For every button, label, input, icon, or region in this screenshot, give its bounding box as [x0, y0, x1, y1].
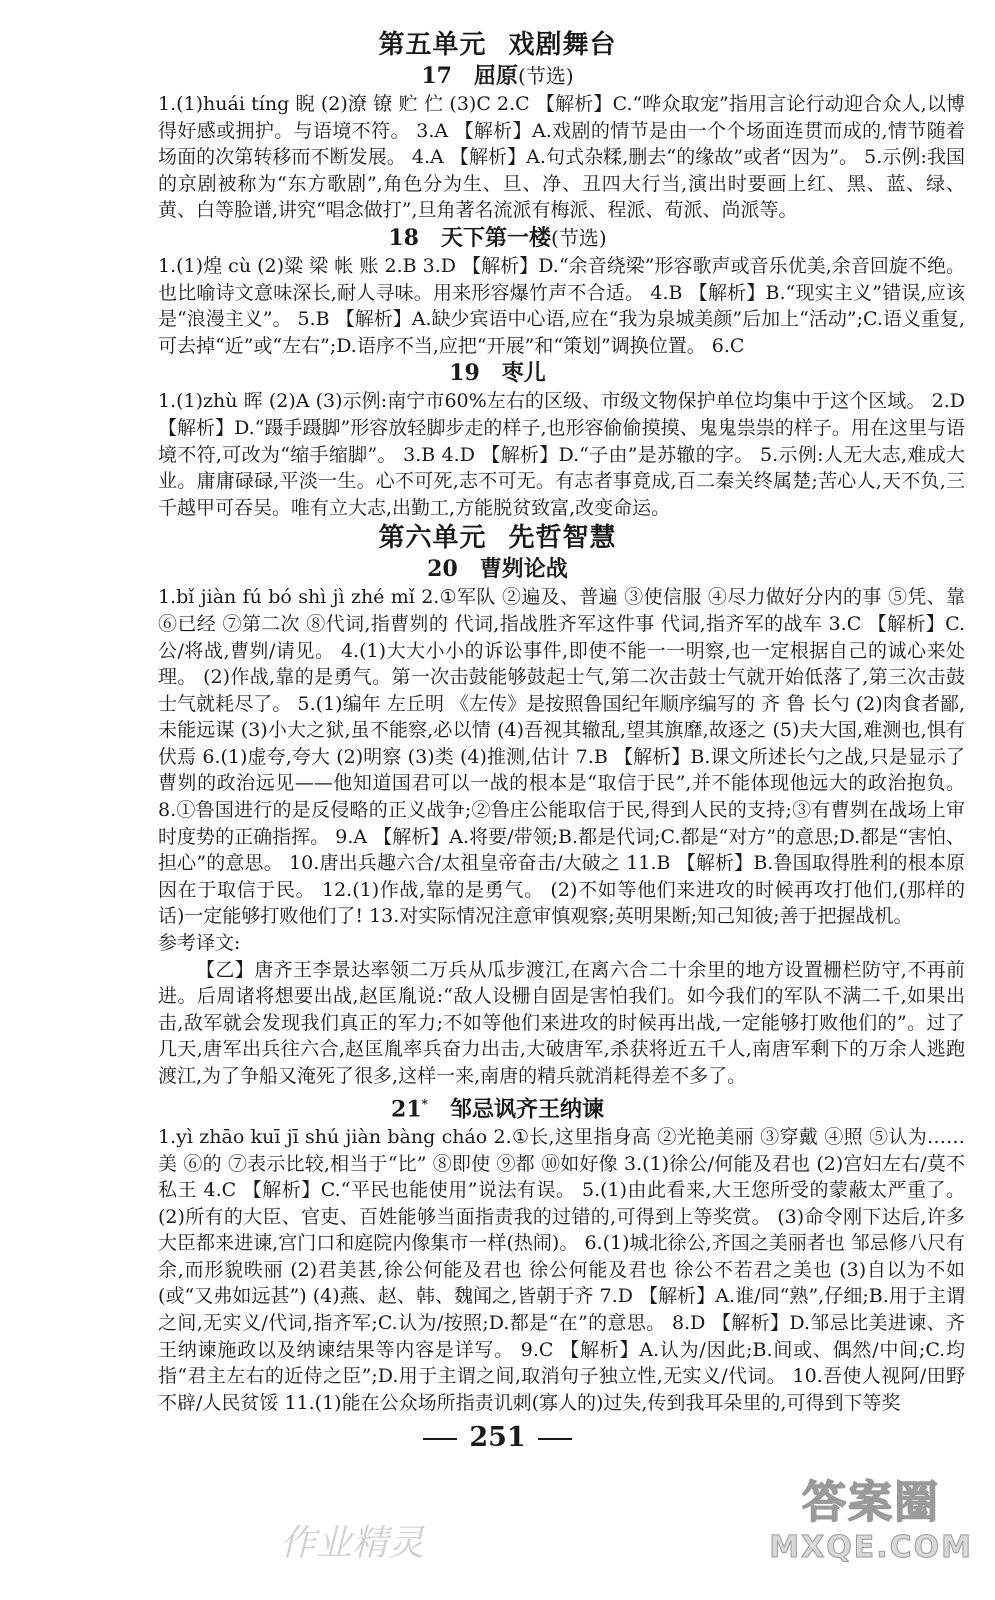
lesson-name: 邹忌讽齐王纳谏 — [449, 1095, 604, 1122]
watermark-logo-url: MXQE.COM — [769, 1530, 973, 1565]
watermark-left: 作业精灵 — [280, 1523, 425, 1564]
lesson-number: 19 — [449, 360, 480, 387]
lesson-number: 17 — [421, 63, 452, 89]
lesson-name: 枣儿 — [501, 360, 546, 387]
lesson-excerpt-note: (节选) — [518, 64, 574, 88]
lesson-19-title — [0, 359, 995, 388]
lesson-18-title — [0, 224, 995, 253]
unit5-title-number: 第五单元 — [378, 30, 487, 60]
reference-translation-label: 参考译文: — [158, 932, 241, 955]
reference-translation-text: 【乙】唐齐王李景达率领二万兵从瓜步渡江,在离六合二十余里的地方设置栅栏防守,不再前进。后周诸将想要出战,赵匡胤说:“敌人设栅自固是害怕我们。如今我们的军队不满二千,如果出击,敌军就会发现我们真正的军力;不如等他们来进攻的时候再出战,一定能够打败他们的”。过了几天,唐军出兵往六合,赵匡胤率兵奋力出击,大破唐军,杀获将近五千人,南唐军剩下的万余人逃跑渡江,为了争船又淹死了很多,这样一来,南唐的精兵就消耗得差不多了。 — [158, 958, 965, 1087]
lesson-name: 屈原 — [474, 63, 519, 89]
lesson-number: 20 — [427, 556, 458, 583]
lesson-21-answers: 1.yì zhāo kuī jī shú jiàn bàng cháo 2.①长,这里指身高 ②光艳美丽 ③穿戴 ④照 ⑤认为……美 ⑥的 ⑦表示比较,相当于“比” ⑧即使 ⑨都 ⑩如好像 3.(1)徐公/何能及君也 (2)宫妇左右/莫不私王 4.C 【解析】C.“平民也能使用”说法有误。 5.(1)由此看来,大王您所受的蒙蔽太严重了。 (2)所有的大臣、官吏、百姓能够当面指责我的过错的,可得到上等奖赏。 (3)命令刚下达后,许多大臣都来进谏,宫门口和庭院内像集市一样(热闹)。 6.(1)城北徐公,齐国之美丽者也 邹忌修八尺有余,而形貌昳丽 (2)君美甚,徐公何能及君也 徐公何能及君也 徐公不若君之美也 (3)自以为不如(或“又弗如远甚”) (4)燕、赵、韩、魏闻之,皆朝于齐 7.D 【解析】A.谁/同“熟”,仔细;B.用于主谓之间,无实义/代词,指齐军;C.认为/按照;D.都是“在”的意思。 8.D 【解析】D.邹忌比美进谏、齐王纳谏施政以及纳谏结果等内容是详写。 9.C 【解析】A.认为/因此;B.间或、偶然/中间;C.均指“君主左右的近侍之臣”;D.用于主谓之间,取消句子独立性,无实义/代词。 10.吾使人视阿/田野不辟/人民贫馁 11.(1)能在公众场所指责讥刺(寡人的)过失,传到我耳朵里的,可得到下等奖 — [158, 1125, 965, 1414]
lesson-number: 21 — [391, 1095, 422, 1122]
unit5-title — [0, 28, 995, 62]
footer-dash-right — [538, 1438, 572, 1440]
lesson-20-answers: 1.bǐ jiàn fú bó shì jì zhé mǐ 2.①军队 ②遍及、普遍 ③使信服 ④尽力做好分内的事 ⑤凭、靠 ⑥已经 ⑦第二次 ⑧代词,指曹刿的 代词,指战胜齐军这件事 代词,指齐军的战车 3.C 【解析】C.公/将战,曹刿/请见。 4.(1)大大小小的诉讼事件,即使不能一一明察,也一定根据自己的诚心来处理。 (2)作战,靠的是勇气。第一次击鼓能够鼓起士气,第二次击鼓士气就开始低落了,第三次击鼓士气就耗尽了。 5.(1)编年 左丘明 《左传》是按照鲁国纪年顺序编写的 齐 鲁 长勺 (2)肉食者鄙,未能远谋 (3)小大之狱,虽不能察,必以情 (4)吾视其辙乱,望其旗靡,故逐之 (5)夫大国,难测也,惧有伏焉 6.(1)虚夸,夸大 (2)明察 (3)类 (4)推测,估计 7.B 【解析】B.课文所述长勺之战,只是显示了曹刿的政治远见——他知道国君可以一战的根本是“取信于民”,并不能体现他远大的政治抱负。 8.①鲁国进行的是反侵略的正义战争;②鲁庄公能取信于民,得到人民的支持;③有曹刿在战场上审时度势的正确指挥。 9.A 【解析】A.将要/带领;B.都是代词;C.都是“对方”的意思;D.都是“害怕、担心”的意思。 10.唐出兵趣六合/太祖皇帝奋击/大破之 11.B 【解析】B.鲁国取得胜利的根本原因在于取信于民。 12.(1)作战,靠的是勇气。 (2)不如等他们来进攻的时候再攻打他们,(那样的话)一定能够打败他们了! 13.对实际情况注意审慎观察;英明果断;知己知彼;善于把握战机。 — [158, 586, 965, 928]
lesson-21-title — [0, 1090, 995, 1124]
lesson-20-title — [0, 555, 995, 584]
lesson-17-title — [0, 62, 995, 91]
lesson-star-mark: * — [421, 1096, 428, 1111]
page-number: 251 — [469, 1422, 526, 1453]
page-footer — [0, 1418, 995, 1458]
watermark-logo-text: 答案圈 — [802, 1477, 941, 1528]
lesson-name: 曹刿论战 — [479, 556, 568, 583]
unit6-title — [0, 521, 995, 555]
lesson-name: 天下第一楼 — [441, 224, 552, 251]
unit5-title-theme: 戏剧舞台 — [508, 30, 617, 60]
watermark-logo — [769, 1466, 973, 1565]
unit5-section — [0, 28, 995, 1416]
lesson-18-answers: 1.(1)煌 cù (2)粱 梁 帐 账 2.B 3.D 【解析】D.“余音绕梁”形容歌声或音乐优美,余音回旋不绝。也比喻诗文意味深长,耐人寻味。用来形容爆竹声不合适。 4.B 【解析】B.“现实主义”错误,应该是“浪漫主义”。 5.B 【解析】A.缺少宾语中心语,应在“我为泉城美颜”后加上“活动”;C.语义重复,可去掉“近”或“左右”;D.语序不当,应把“开展”和“策划”调换位置。 6.C — [158, 254, 965, 357]
unit6-title-number: 第六单元 — [378, 523, 487, 554]
lesson-17-answers: 1.(1)huái tíng 睨 (2)潦 镣 贮 伫 (3)C 2.C 【解析】C.“哗众取宠”指用言论行动迎合众人,以博得好感或拥护。与语境不符。 3.A 【解析】A.戏剧的情节是由一个个场面连贯而成的,情节随着场面的次第转移而不断发展。 4.A 【解析】A.句式杂糅,删去“的缘故”或者“因为”。 5.示例:我国的京剧被称为“东方歌剧”,角色分为生、旦、净、丑四大行当,演出时要画上红、黑、蓝、绿、黄、白等脸谱,讲究“唱念做打”,旦角著名流派有梅派、程派、荀派、尚派等。 — [158, 93, 965, 222]
lesson-number: 18 — [388, 224, 419, 251]
footer-dash-left — [423, 1438, 457, 1440]
unit6-title-theme: 先哲智慧 — [508, 523, 617, 554]
lesson-excerpt-note: (节选) — [551, 225, 607, 250]
lesson-19-answers: 1.(1)zhù 晖 (2)A (3)示例:南宁市60%左右的区级、市级文物保护单位均集中于这个区域。 2.D 【解析】D.“蹑手蹑脚”形容放轻脚步走的样子,也形容偷偷摸摸、鬼鬼祟祟的样子。用在这里与语境不符,可改为“缩手缩脚”。 3.B 4.D 【解析】D.“子由”是苏辙的字。 5.示例:人无大志,难成大业。庸庸碌碌,平淡一生。心不可死,志不可无。有志者事竟成,百二秦关终属楚;苦心人,天不负,三千越甲可吞吴。唯有立大志,出勤工,方能脱贫致富,改变命运。 — [158, 390, 965, 519]
